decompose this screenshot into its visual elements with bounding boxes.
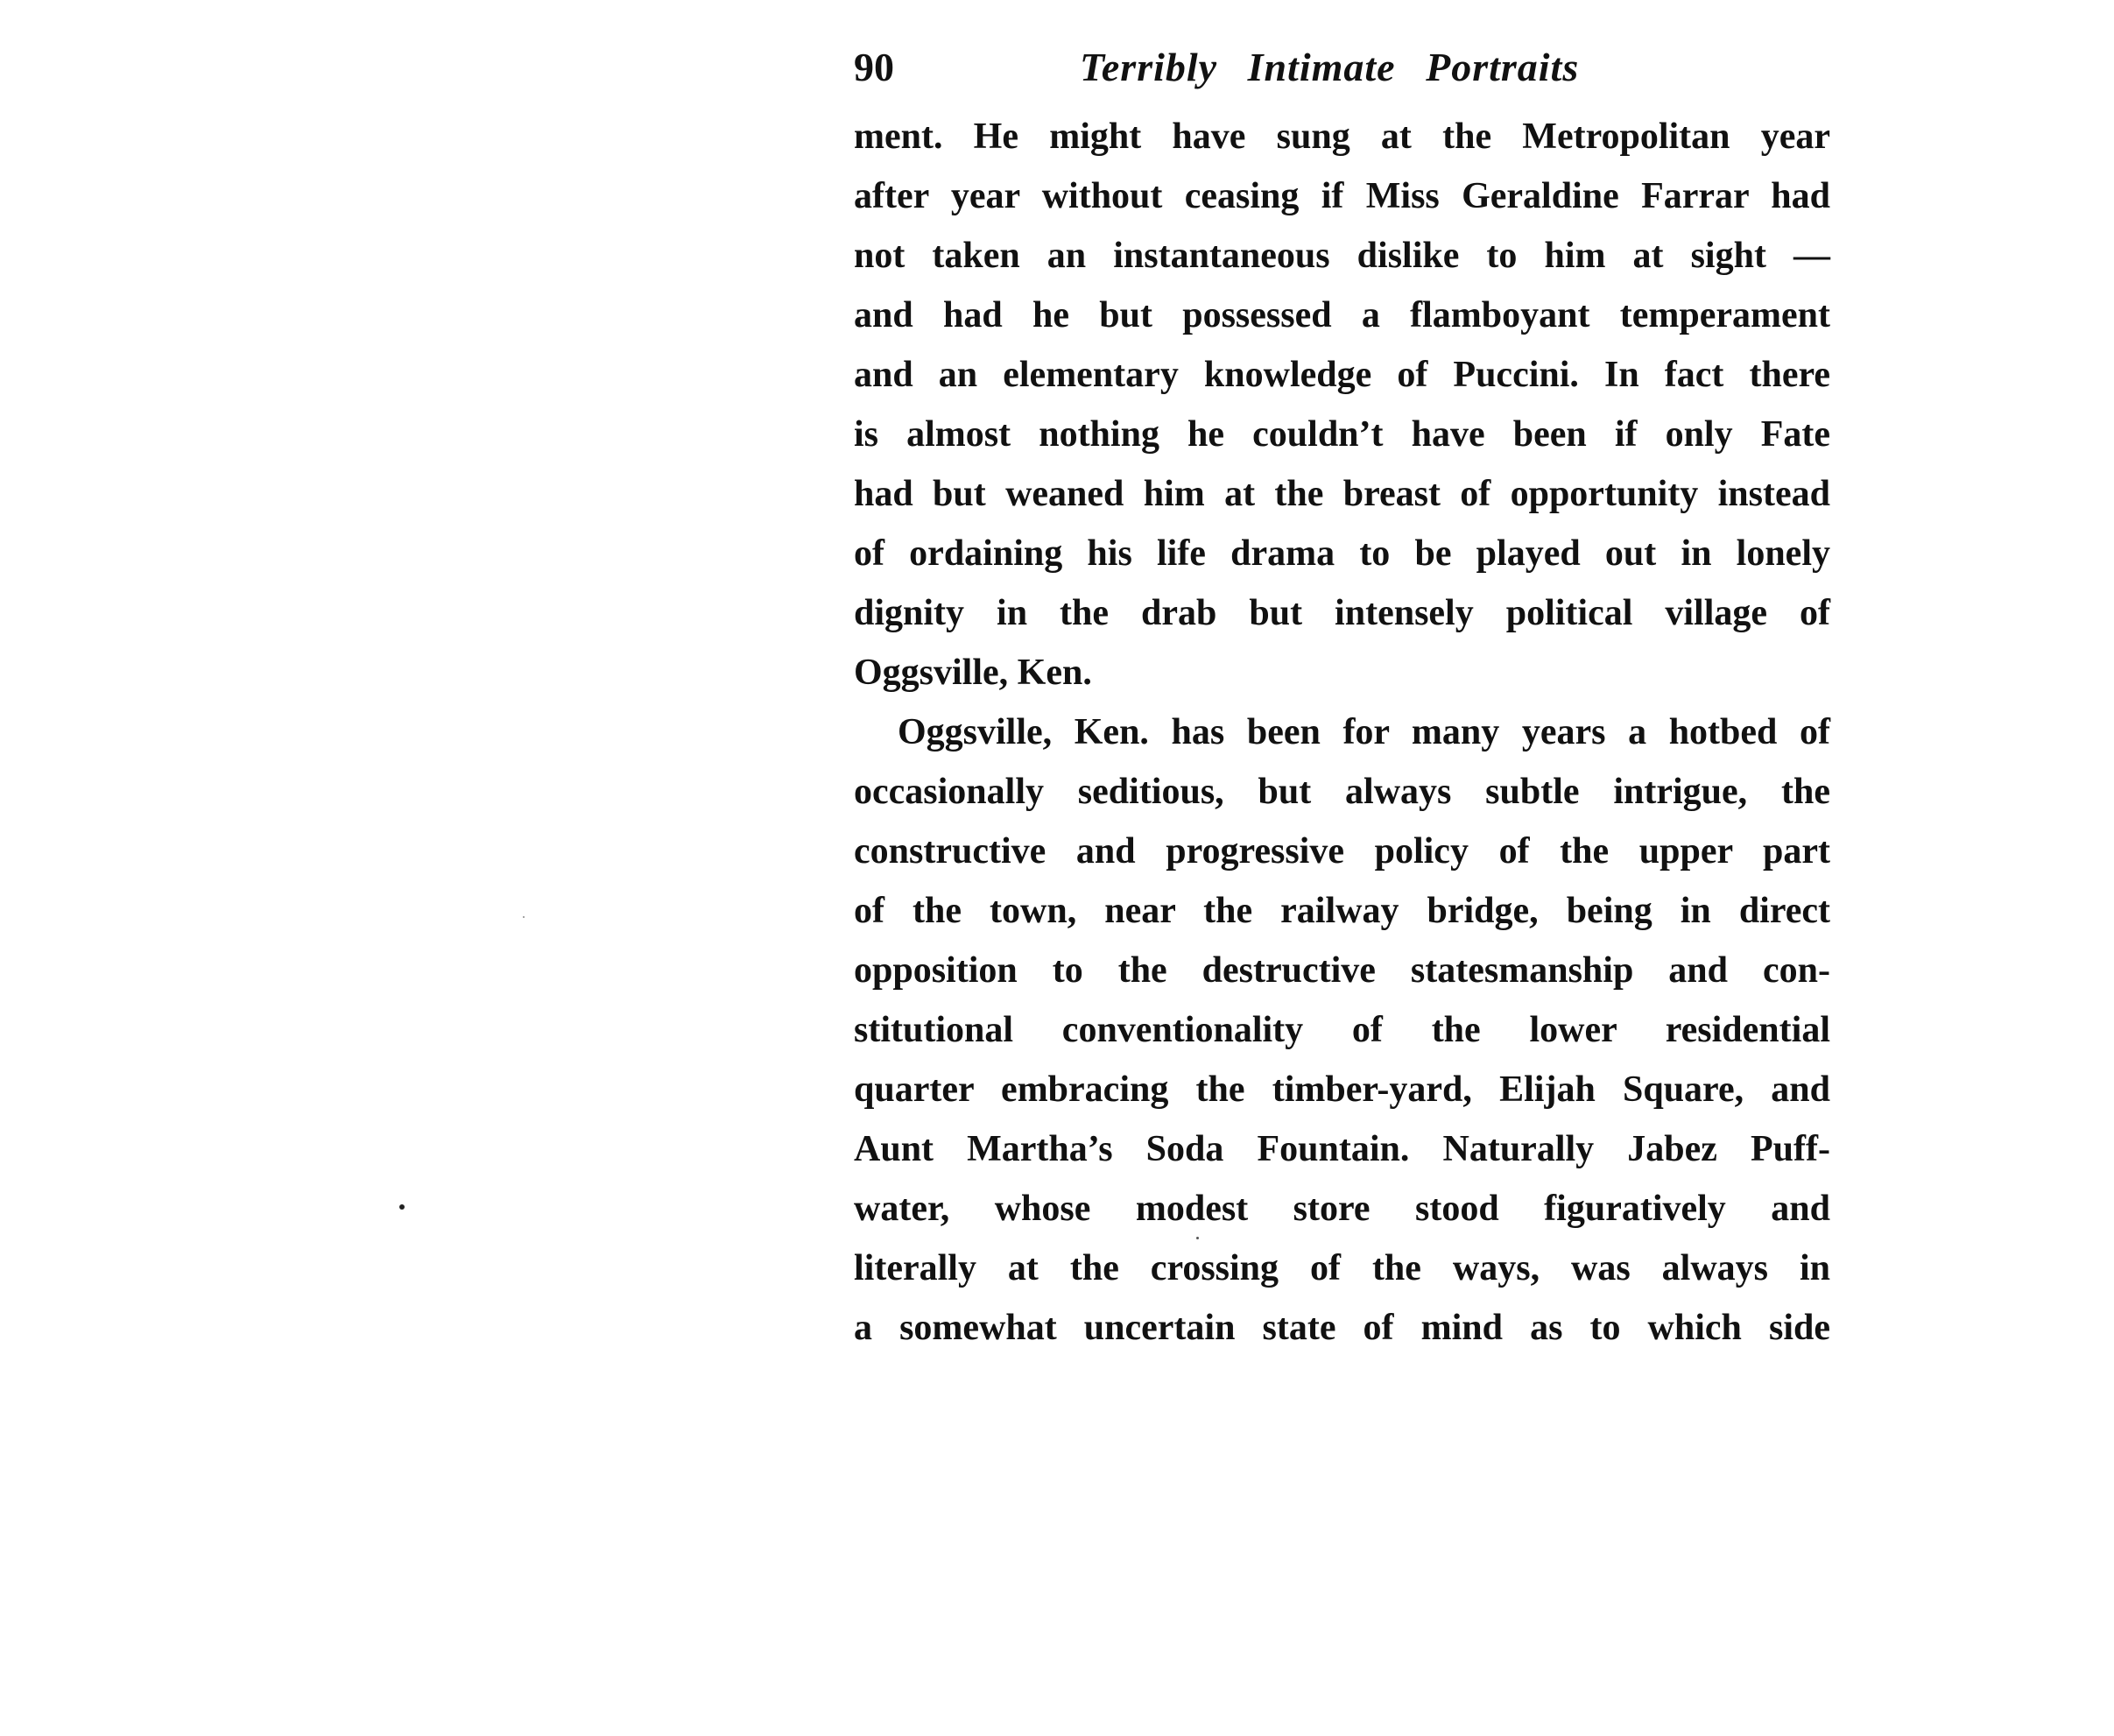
text-line: opposition to the destructive statesmanship and con- — [854, 950, 1830, 991]
text-line: water, whose modest store stood figuratively and — [854, 1189, 1830, 1229]
text-line: is almost nothing he couldn’t have been if only Fate — [854, 414, 1830, 455]
text-line: constructive and progressive policy of the upper part — [854, 831, 1830, 872]
running-head — [854, 37, 1830, 98]
text-line: of ordaining his life drama to be played out in lonely — [854, 533, 1830, 574]
text-line: and an elementary knowledge of Puccini. In fact there — [854, 355, 1830, 395]
text-line: stitutional conventionality of the lower residential — [854, 1010, 1830, 1050]
page-number: 90 — [854, 45, 894, 89]
scan-speck — [399, 1204, 405, 1210]
text-line: and had he but possessed a flamboyant temperament — [854, 295, 1830, 335]
body-text — [854, 107, 1830, 1358]
text-line: dignity in the drab but intensely political village of — [854, 593, 1830, 633]
text-line: a somewhat uncertain state of mind as to which side — [854, 1308, 1830, 1348]
text-line: not taken an instantaneous dislike to him at sight — — [854, 236, 1830, 276]
text-line: had but weaned him at the breast of opportunity instead — [854, 474, 1830, 514]
text-line: Aunt Martha’s Soda Fountain. Naturally Jabez Puff- — [854, 1129, 1830, 1169]
paragraph-2 — [854, 702, 1830, 1358]
scan-speck — [523, 916, 525, 918]
text-line: Oggsville, Ken. — [854, 653, 1092, 693]
text-line: after year without ceasing if Miss Geraldine Farrar had — [854, 176, 1830, 216]
text-line: occasionally seditious, but always subtle intrigue, the — [854, 772, 1830, 812]
text-line: Oggsville, Ken. has been for many years a hotbed of — [898, 712, 1830, 752]
text-line: quarter embracing the timber-yard, Elijah Square, and — [854, 1069, 1830, 1110]
text-line: ment. He might have sung at the Metropolitan year — [854, 116, 1830, 157]
text-line: of the town, near the railway bridge, being in direct — [854, 891, 1830, 931]
text-line: literally at the crossing of the ways, was always in — [854, 1248, 1830, 1288]
scan-speck — [1196, 1237, 1199, 1239]
paragraph-1 — [854, 107, 1830, 702]
running-title: Terribly Intimate Portraits — [1080, 45, 1580, 89]
